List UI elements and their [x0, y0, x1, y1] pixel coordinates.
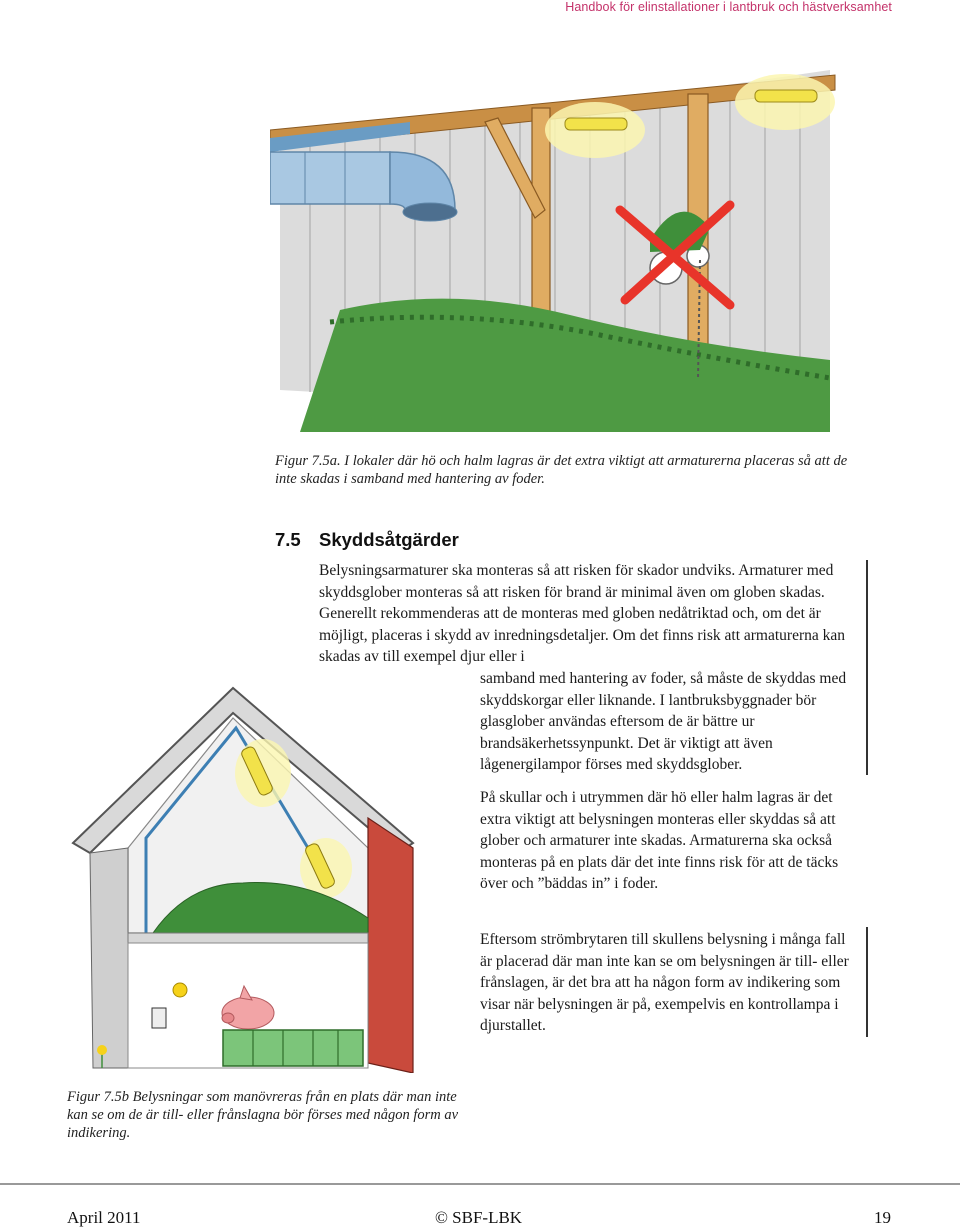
- margin-rule-2: [866, 927, 868, 1037]
- footer-date: April 2011: [67, 1208, 141, 1227]
- green-pen: [223, 1030, 363, 1066]
- paragraph-1-bottom: samband med hantering av foder, så måste de skyddas med skyddskorgar eller liknande. I lantbruksbyggnader bör glasglober användas eftersom de är bättre ur brandsäkerhetssynpunkt. Det är viktigt att även lågenergilampor förses med skyddsglober.: [480, 670, 847, 773]
- margin-rule-1: [866, 560, 868, 775]
- paragraph-1-top: Belysningsarmaturer ska monteras så att risken för skador undviks. Armaturer med skyddsglober monteras så att risken för brand är minimal även om globen skadas. Generellt rekommenderas att de monteras med globen nedåtriktad och, om det är möjligt, placeras i skydd av inredningsdetaljer. Om det finns risk att armaturerna kan skadas av till exempel djur eller i: [319, 562, 845, 665]
- light-switch: [152, 1008, 166, 1028]
- section-heading: [275, 529, 459, 551]
- loft-floor: [128, 933, 368, 943]
- figure-7-5b-illustration: [68, 668, 468, 1073]
- footer-copyright: © SBF-LBK: [435, 1208, 523, 1227]
- section-number: 7.5: [275, 529, 301, 550]
- section-title: Skyddsåtgärder: [319, 529, 459, 550]
- figure-7-5a-illustration: [270, 60, 850, 445]
- page-number: 19: [874, 1208, 891, 1227]
- left-wall: [90, 848, 128, 1068]
- figure-7-5a-caption: Figur 7.5a. I lokaler där hö och halm lagras är det extra viktigt att armaturerna placeras så att de inte skadas i samband med hantering av foder.: [275, 453, 848, 487]
- figure-7-5b-caption: Figur 7.5b Belysningar som manövreras från en plats där man inte kan se om de är till- eller frånslagna bör förses med någon form av indikering.: [67, 1089, 459, 1141]
- footer-rule: [0, 1183, 960, 1185]
- paragraph-3: Eftersom strömbrytaren till skullens belysning i många fall är placerad där man inte kan se om belysningen är till- eller frånslagen, är det bra att ha någon form av indikering som visar när belysningen är på, exempelvis en kontrollampa i djurstallet.: [480, 931, 849, 1034]
- paragraph-2: På skullar och i utrymmen där hö eller halm lagras är det extra viktigt att belysningen monteras eller skyddas så att glober och armaturer inte skadas. Armaturerna ska också monteras på en plats där det inte finns risk för att de täcks över och ”bäddas in” i foder.: [480, 789, 839, 892]
- red-side-wall: [368, 818, 413, 1073]
- running-header: Handbok för elinstallationer i lantbruk och hästverksamhet: [565, 0, 892, 14]
- flower: [97, 1045, 107, 1055]
- indicator-lamp: [173, 983, 187, 997]
